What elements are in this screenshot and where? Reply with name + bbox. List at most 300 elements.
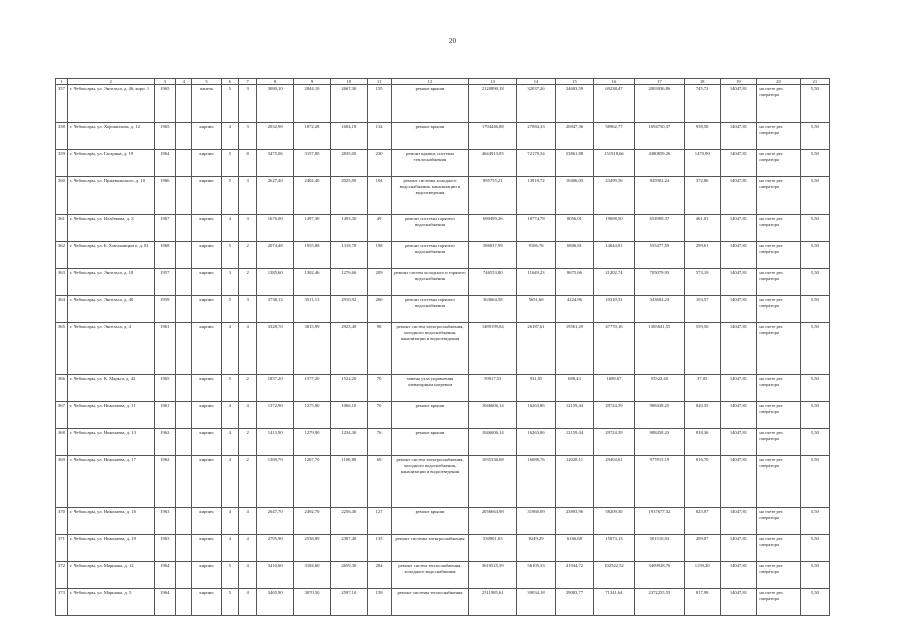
table-row <box>56 429 830 456</box>
cell-unit-cost: 372,86 <box>684 177 720 215</box>
cell-total-cost: 1489199,04 <box>469 323 517 375</box>
cell-fund-2: 41944,72 <box>556 562 594 589</box>
cell-repair-cost: 1385841,55 <box>635 323 685 375</box>
cell-limit-cost: 14047,81 <box>720 150 757 177</box>
cell-year-code: 5,50 <box>800 85 829 123</box>
column-number-12: 12 <box>391 79 469 85</box>
cell-fund-3: 69238,47 <box>593 85 634 123</box>
cell-total-cost: 59017,53 <box>469 375 517 402</box>
cell-residents: 70 <box>367 375 391 402</box>
cell-row-number: 365 <box>56 323 68 375</box>
cell-address: г. Чебоксары, ул. Николаева, д. 17 <box>67 456 154 508</box>
column-number-8: 8 <box>257 79 294 85</box>
cell-living-area: 1955,88 <box>294 242 331 269</box>
cell-limit-cost: 14047,81 <box>720 589 757 616</box>
cell-row-number: 368 <box>56 429 68 456</box>
cell-year-code: 5,50 <box>800 177 829 215</box>
cell-residents: 266 <box>367 296 391 323</box>
cell-repair-work: ремонт крыши <box>391 85 469 123</box>
cell-living-area: 1302,46 <box>294 269 331 296</box>
cell-entrances: 4 <box>238 402 256 429</box>
cell-repair-work: ремонт крыши <box>391 123 469 150</box>
cell-fund-2: 10406,03 <box>556 177 594 215</box>
cell-wall-material: кирпич <box>192 429 221 456</box>
cell-build-year: 1959 <box>154 296 176 323</box>
cell-unit-cost: 209,07 <box>684 535 720 562</box>
cell-limit-cost: 14047,81 <box>720 535 757 562</box>
cell-total-cost: 746553,80 <box>469 269 517 296</box>
cell-address: г. Чебоксары, ул. К. Маркса, д. 42 <box>67 375 154 402</box>
cell-residential-area: 1493,30 <box>330 215 367 242</box>
table-row <box>56 296 830 323</box>
cell-living-area: 1577,20 <box>294 375 331 402</box>
cell-limit-cost: 14047,81 <box>720 269 757 296</box>
cell-residents: 155 <box>367 85 391 123</box>
cell-unit-cost: 299,61 <box>684 242 720 269</box>
cell-total-cost: 2056664,98 <box>469 508 517 535</box>
cell-living-area: 2492,70 <box>294 508 331 535</box>
cell-year-code: 5,50 <box>800 562 829 589</box>
table-row <box>56 323 830 375</box>
column-number-1: 1 <box>56 79 68 85</box>
cell-total-cost: 1035336,68 <box>469 456 517 508</box>
cell-unit-cost: 559,56 <box>684 323 720 375</box>
column-number-18: 18 <box>684 79 720 85</box>
cell-living-area: 3511,13 <box>294 296 331 323</box>
table-row <box>56 269 830 296</box>
cell-residential-area: 1234,30 <box>330 429 367 456</box>
cell-year-code: 5,50 <box>800 456 829 508</box>
cell-fund-1: 10774,78 <box>517 215 556 242</box>
cell-fund-2: 12028,11 <box>556 456 594 508</box>
cell-fund-2: 23893,96 <box>556 508 594 535</box>
cell-residents: 104 <box>367 177 391 215</box>
table-row <box>56 375 830 402</box>
cell-unit-cost: 37,05 <box>684 375 720 402</box>
cell-floors: 4 <box>221 508 238 535</box>
cell-living-area: 3070,50 <box>294 589 331 616</box>
cell-wall-material: кирпич <box>192 150 221 177</box>
cell-entrances: 3 <box>238 215 256 242</box>
cell-repair-cost: 2372255,55 <box>635 589 685 616</box>
cell-year-code: 5,50 <box>800 323 829 375</box>
cell-residential-area: 1100,80 <box>330 456 367 508</box>
cell-repair-work: ремонт крыши <box>391 402 469 429</box>
cell-funding-source: на счете рег. оператора <box>757 562 800 589</box>
cell-fund-3: 58209,30 <box>593 508 634 535</box>
cell-fund-1: 72179,34 <box>517 150 556 177</box>
cell-residents: 134 <box>367 123 391 150</box>
cell-limit-cost: 14047,81 <box>720 123 757 150</box>
column-number-6: 6 <box>221 79 238 85</box>
cell-row-number: 362 <box>56 242 68 269</box>
cell-total-cost: 2511985,61 <box>469 589 517 616</box>
column-number-16: 16 <box>593 79 634 85</box>
cell-fund-2: 8675,66 <box>556 269 594 296</box>
cell-year-code: 5,50 <box>800 242 829 269</box>
cell-row-number: 373 <box>56 589 68 616</box>
cell-total-area: 2074,48 <box>257 242 294 269</box>
cell-unit-cost: 461,01 <box>684 215 720 242</box>
cell-residential-area: 1604,18 <box>330 123 367 150</box>
cell-residential-area: 2835,00 <box>330 150 367 177</box>
cell-residents: 69 <box>367 456 391 508</box>
cell-total-area: 2795,90 <box>257 535 294 562</box>
cell-wall-material: панель <box>192 85 221 123</box>
cell-floors: 3 <box>221 269 238 296</box>
table-row <box>56 456 830 508</box>
cell-funding-source: на счете рег. оператора <box>757 323 800 375</box>
cell-total-cost: 2120890,18 <box>469 85 517 123</box>
cell-entrances: 3 <box>238 296 256 323</box>
cell-wall-material: кирпич <box>192 456 221 508</box>
table-row <box>56 508 830 535</box>
cell-row-number: 359 <box>56 150 68 177</box>
cell-fund-1: 16088,76 <box>517 456 556 508</box>
cell-total-area: 1857,20 <box>257 375 294 402</box>
column-number-15: 15 <box>556 79 594 85</box>
cell-repair-cost: 555477,59 <box>635 242 685 269</box>
cell-fund-2: 688,43 <box>556 375 594 402</box>
cell-col-4 <box>176 215 192 242</box>
cell-funding-source: на счете рег. оператора <box>757 456 800 508</box>
cell-wall-material: кирпич <box>192 269 221 296</box>
cell-fund-3: 102542,52 <box>593 562 634 589</box>
page-number: 20 <box>449 37 456 45</box>
cell-residential-area: 1276,66 <box>330 269 367 296</box>
cell-total-cost: 895755,21 <box>469 177 517 215</box>
cell-fund-3: 58962,77 <box>593 123 634 150</box>
cell-entrances: 2 <box>238 269 256 296</box>
cell-funding-source: на счете рег. оператора <box>757 296 800 323</box>
cell-repair-cost: 2003036,86 <box>635 85 685 123</box>
cell-col-4 <box>176 535 192 562</box>
cell-wall-material: кирпич <box>192 296 221 323</box>
cell-fund-1: 32037,26 <box>517 85 556 123</box>
column-number-14: 14 <box>517 79 556 85</box>
cell-build-year: 1964 <box>154 589 176 616</box>
cell-fund-1: 9106,76 <box>517 242 556 269</box>
cell-col-4 <box>176 562 192 589</box>
cell-fund-2: 19561,29 <box>556 323 594 375</box>
cell-fund-3: 71341,64 <box>593 589 634 616</box>
cell-row-number: 361 <box>56 215 68 242</box>
cell-funding-source: на счете рег. оператора <box>757 177 800 215</box>
cell-wall-material: кирпич <box>192 535 221 562</box>
cell-entrances: 2 <box>238 375 256 402</box>
cell-col-4 <box>176 456 192 508</box>
cell-row-number: 366 <box>56 375 68 402</box>
cell-unit-cost: 573,19 <box>684 269 720 296</box>
cell-fund-2: 12159,44 <box>556 402 594 429</box>
cell-living-area: 2538,89 <box>294 535 331 562</box>
cell-col-4 <box>176 429 192 456</box>
column-number-5: 5 <box>192 79 221 85</box>
cell-total-area: 2627,40 <box>257 177 294 215</box>
column-number-13: 13 <box>469 79 517 85</box>
cell-limit-cost: 14047,81 <box>720 402 757 429</box>
cell-unit-cost: 745,72 <box>684 85 720 123</box>
cell-address: г. Чебоксары, ул. Энгельса, д. 18 <box>67 269 154 296</box>
cell-wall-material: кирпич <box>192 323 221 375</box>
cell-funding-source: на счете рег. оператора <box>757 535 800 562</box>
column-number-4: 4 <box>176 79 192 85</box>
cell-residents: 98 <box>367 323 391 375</box>
cell-year-code: 5,50 <box>800 429 829 456</box>
cell-residential-area: 2387,40 <box>330 535 367 562</box>
cell-residential-area: 2667,30 <box>330 85 367 123</box>
cell-residential-area: 2025,90 <box>330 177 367 215</box>
cell-residents: 76 <box>367 429 391 456</box>
cell-unit-cost: 816,70 <box>684 456 720 508</box>
cell-row-number: 357 <box>56 85 68 123</box>
cell-total-area: 3410,60 <box>257 562 294 589</box>
column-number-3: 3 <box>154 79 176 85</box>
cell-repair-work: ремонт системы горячего водоснабжения <box>391 296 469 323</box>
cell-residents: 70 <box>367 402 391 429</box>
cell-fund-3: 21202,74 <box>593 269 634 296</box>
cell-limit-cost: 14047,81 <box>720 177 757 215</box>
cell-year-code: 5,50 <box>800 402 829 429</box>
capital-repair-register-table <box>55 78 830 616</box>
cell-build-year: 1965 <box>154 375 176 402</box>
cell-floors: 4 <box>221 456 238 508</box>
cell-col-4 <box>176 177 192 215</box>
cell-total-cost: 1046606,14 <box>469 429 517 456</box>
cell-floors: 4 <box>221 402 238 429</box>
cell-residents: 284 <box>367 562 391 589</box>
cell-residential-area: 1522,20 <box>330 375 367 402</box>
cell-funding-source: на счете рег. оператора <box>757 429 800 456</box>
column-number-21: 21 <box>800 79 829 85</box>
cell-repair-cost: 55522,40 <box>635 375 685 402</box>
cell-residential-area: 2925,40 <box>330 323 367 375</box>
cell-floors: 5 <box>221 242 238 269</box>
cell-living-area: 1279,90 <box>294 429 331 456</box>
cell-build-year: 1965 <box>154 85 176 123</box>
cell-repair-cost: 654969,37 <box>635 215 685 242</box>
column-number-20: 20 <box>757 79 800 85</box>
table-row <box>56 150 830 177</box>
cell-residential-area: 2256,40 <box>330 508 367 535</box>
cell-year-code: 5,50 <box>800 215 829 242</box>
cell-fund-2: 6806,81 <box>556 242 594 269</box>
cell-living-area: 1267,70 <box>294 456 331 508</box>
cell-limit-cost: 14047,81 <box>720 215 757 242</box>
column-number-17: 17 <box>635 79 685 85</box>
cell-entrances: 8 <box>238 150 256 177</box>
cell-limit-cost: 14047,81 <box>720 429 757 456</box>
cell-col-4 <box>176 242 192 269</box>
register-body <box>56 85 830 616</box>
cell-fund-1: 16263,86 <box>517 402 556 429</box>
cell-fund-1: 31960,09 <box>517 508 556 535</box>
table-row <box>56 562 830 589</box>
cell-repair-work: замена узла управления элеваторным нагревом <box>391 375 469 402</box>
cell-entrances: 2 <box>238 456 256 508</box>
cell-repair-cost: 3409928,76 <box>635 562 685 589</box>
cell-build-year: 1966 <box>154 177 176 215</box>
cell-build-year: 1964 <box>154 150 176 177</box>
cell-wall-material: кирпич <box>192 375 221 402</box>
cell-total-cost: 586037,99 <box>469 242 517 269</box>
cell-address: г. Чебоксары, ул. Николаева, д. 11 <box>67 402 154 429</box>
cell-address: г. Чебоксары, ул. Ильбекова, д. 3 <box>67 215 154 242</box>
cell-fund-1: 39034,18 <box>517 589 556 616</box>
cell-total-cost: 1046606,14 <box>469 402 517 429</box>
cell-residential-area: 2597,10 <box>330 589 367 616</box>
table-row <box>56 242 830 269</box>
cell-repair-work: ремонт системы горячего водоснабжения <box>391 242 469 269</box>
cell-repair-cost: 977815,19 <box>635 456 685 508</box>
cell-fund-3: 29724,59 <box>593 429 634 456</box>
cell-limit-cost: 14047,81 <box>720 456 757 508</box>
cell-limit-cost: 14047,81 <box>720 562 757 589</box>
cell-residential-area: 2659,30 <box>330 562 367 589</box>
cell-floors: 4 <box>221 323 238 375</box>
cell-build-year: 1962 <box>154 429 176 456</box>
cell-fund-2: 6166,68 <box>556 535 594 562</box>
cell-residential-area: 2910,92 <box>330 296 367 323</box>
cell-wall-material: кирпич <box>192 215 221 242</box>
cell-total-cost: 690499,26 <box>469 215 517 242</box>
cell-repair-work: ремонт систем теплоснабжения, холодного водоснабжения <box>391 562 469 589</box>
cell-address: г. Чебоксары, ул. Николаева, д. 16 <box>67 508 154 535</box>
cell-funding-source: на счете рег. оператора <box>757 123 800 150</box>
cell-fund-1: 5651,66 <box>517 296 556 323</box>
cell-row-number: 369 <box>56 456 68 508</box>
cell-residents: 127 <box>367 508 391 535</box>
table-row <box>56 402 830 429</box>
cell-funding-source: на счете рег. оператора <box>757 150 800 177</box>
cell-living-area: 3157,80 <box>294 150 331 177</box>
cell-address: г. Чебоксары, ул. Энгельса, д. 40 <box>67 296 154 323</box>
cell-floors: 4 <box>221 535 238 562</box>
cell-year-code: 5,50 <box>800 296 829 323</box>
cell-limit-cost: 14047,81 <box>720 242 757 269</box>
cell-repair-cost: 501510,03 <box>635 535 685 562</box>
cell-fund-2: 12159,44 <box>556 429 594 456</box>
cell-fund-2: 4224,96 <box>556 296 594 323</box>
cell-residents: 198 <box>367 242 391 269</box>
cell-address: г. Чебоксары, ул. Николаева, д. 13 <box>67 429 154 456</box>
cell-entrances: 2 <box>238 242 256 269</box>
cell-floors: 4 <box>221 215 238 242</box>
table-row <box>56 123 830 150</box>
cell-entrances: 2 <box>238 429 256 456</box>
cell-repair-work: ремонт системы теплоснабжения <box>391 589 469 616</box>
cell-total-area: 3328,70 <box>257 323 294 375</box>
cell-residents: 209 <box>367 269 391 296</box>
cell-total-cost: 363664,58 <box>469 296 517 323</box>
cell-limit-cost: 14047,81 <box>720 296 757 323</box>
cell-build-year: 1967 <box>154 215 176 242</box>
cell-col-4 <box>176 402 192 429</box>
cell-wall-material: кирпич <box>192 562 221 589</box>
cell-unit-cost: 1470,90 <box>684 150 720 177</box>
cell-fund-3: 29404,61 <box>593 456 634 508</box>
cell-floors: 5 <box>221 589 238 616</box>
cell-residential-area: 1066,10 <box>330 402 367 429</box>
cell-col-4 <box>176 150 192 177</box>
cell-fund-3: 47770,16 <box>593 323 634 375</box>
cell-fund-2: 29083,77 <box>556 589 594 616</box>
cell-repair-work: ремонт системы электроснабжения <box>391 535 469 562</box>
cell-total-area: 1676,00 <box>257 215 294 242</box>
cell-repair-work: ремонт систем электроснабжения, холодного водоснабжения, канализации и водоотведения <box>391 323 469 375</box>
cell-unit-cost: 820,55 <box>684 402 720 429</box>
cell-build-year: 1961 <box>154 402 176 429</box>
cell-address: г. Чебоксары, ул. Энгельса, д. 46, корп. 1 <box>67 85 154 123</box>
cell-repair-work: ремонт системы холодного водоснабжения, канализации и водоотведения <box>391 177 469 215</box>
cell-wall-material: кирпич <box>192 589 221 616</box>
cell-living-area: 3015,99 <box>294 323 331 375</box>
cell-year-code: 5,50 <box>800 375 829 402</box>
cell-total-cost: 4644913,05 <box>469 150 517 177</box>
cell-repair-cost: 343602,23 <box>635 296 685 323</box>
cell-funding-source: на счете рег. оператора <box>757 402 800 429</box>
table-row <box>56 215 830 242</box>
cell-living-area: 3184,60 <box>294 562 331 589</box>
column-number-19: 19 <box>720 79 757 85</box>
cell-total-area: 1413,90 <box>257 429 294 456</box>
cell-entrances: 4 <box>238 535 256 562</box>
cell-funding-source: на счете рег. оператора <box>757 242 800 269</box>
cell-build-year: 1962 <box>154 456 176 508</box>
cell-wall-material: кирпич <box>192 177 221 215</box>
cell-residents: 49 <box>367 215 391 242</box>
cell-fund-3: 10320,31 <box>593 296 634 323</box>
cell-year-code: 5,50 <box>800 123 829 150</box>
cell-address: г. Чебоксары, ул. Энгельса, д. 4 <box>67 323 154 375</box>
cell-unit-cost: 103,57 <box>684 296 720 323</box>
cell-build-year: 1957 <box>154 269 176 296</box>
cell-floors: 4 <box>221 429 238 456</box>
cell-row-number: 372 <box>56 562 68 589</box>
cell-total-cost: 3610525,59 <box>469 562 517 589</box>
cell-col-4 <box>176 269 192 296</box>
cell-living-area: 2844,10 <box>294 85 331 123</box>
cell-build-year: 1963 <box>154 535 176 562</box>
cell-repair-cost: 705079,93 <box>635 269 685 296</box>
cell-repair-work: ремонт системы горячего водоснабжения <box>391 215 469 242</box>
cell-total-area: 3738,13 <box>257 296 294 323</box>
cell-limit-cost: 14047,81 <box>720 85 757 123</box>
cell-total-area: 3475,06 <box>257 150 294 177</box>
cell-total-area: 3465,90 <box>257 589 294 616</box>
cell-wall-material: кирпич <box>192 123 221 150</box>
cell-build-year: 1968 <box>154 242 176 269</box>
cell-limit-cost: 14047,81 <box>720 323 757 375</box>
cell-col-4 <box>176 589 192 616</box>
cell-address: г. Чебоксары, ул. Маршака, д. 12 <box>67 562 154 589</box>
cell-row-number: 370 <box>56 508 68 535</box>
cell-funding-source: на счете рег. оператора <box>757 375 800 402</box>
cell-funding-source: на счете рег. оператора <box>757 269 800 296</box>
cell-residential-area: 1318,78 <box>330 242 367 269</box>
cell-living-area: 1872,28 <box>294 123 331 150</box>
cell-entrances: 4 <box>238 589 256 616</box>
cell-col-4 <box>176 85 192 123</box>
cell-fund-2: 24603,59 <box>556 85 594 123</box>
cell-year-code: 5,50 <box>800 535 829 562</box>
cell-col-4 <box>176 323 192 375</box>
cell-repair-cost: 1694750,37 <box>635 123 685 150</box>
cell-fund-3: 14644,81 <box>593 242 634 269</box>
cell-col-4 <box>176 508 192 535</box>
cell-residents: 230 <box>367 150 391 177</box>
cell-row-number: 363 <box>56 269 68 296</box>
